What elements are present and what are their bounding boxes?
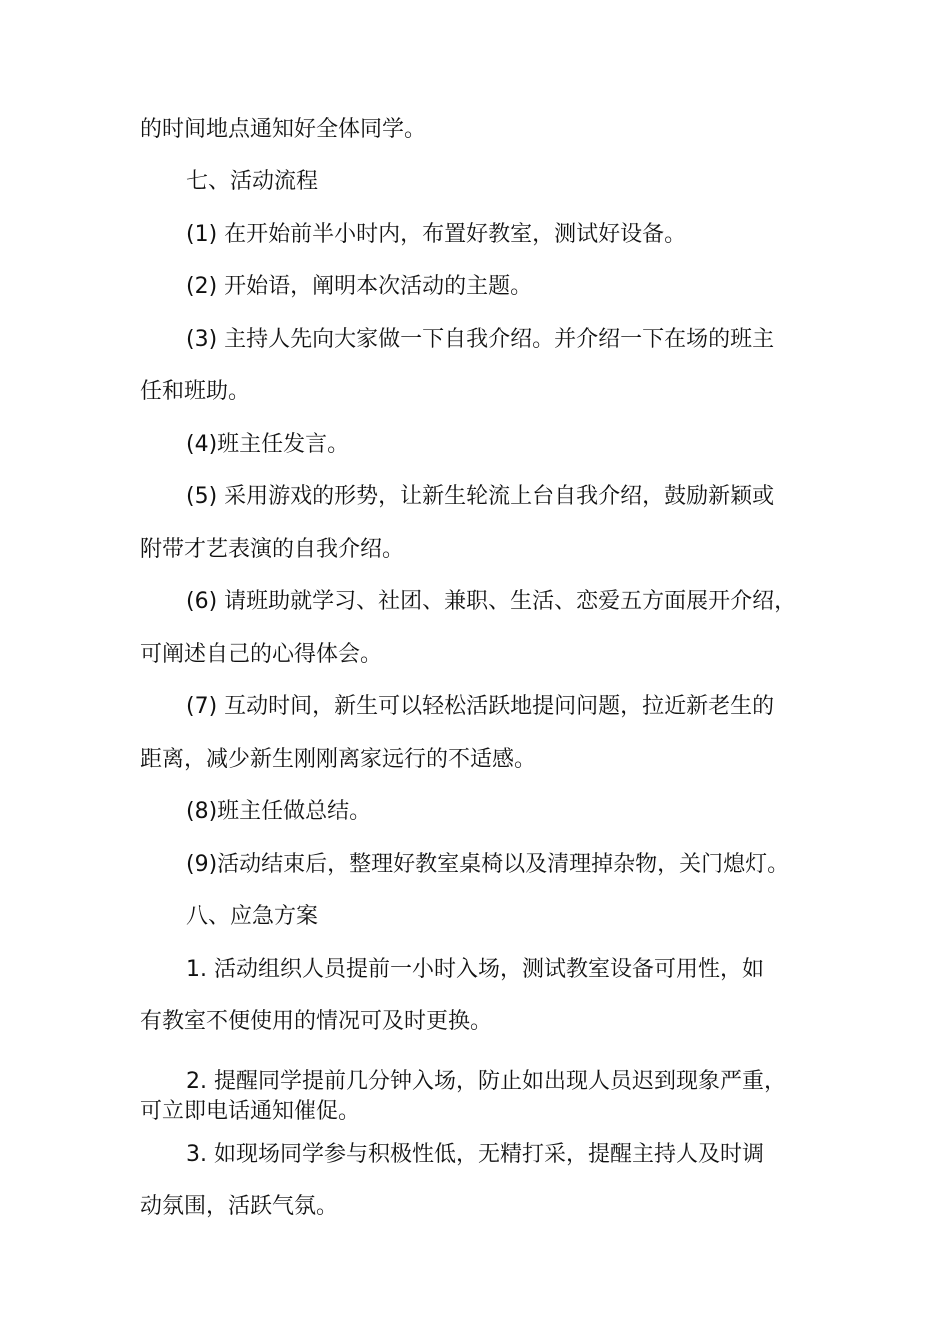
list-item: (2) 开始语，阐明本次活动的主题。	[186, 274, 533, 299]
list-item: 3. 如现场同学参与积极性低，无精打采，提醒主持人及时调	[186, 1142, 764, 1167]
text-line: 可阐述自己的心得体会。	[140, 642, 383, 667]
text-line: 可立即电话通知催促。	[140, 1099, 361, 1124]
text-line: 任和班助。	[140, 379, 251, 404]
text-line: 有教室不便使用的情况可及时更换。	[140, 1009, 493, 1034]
list-item: (9)活动结束后，整理好教室桌椅以及清理掉杂物，关门熄灯。	[186, 852, 790, 877]
list-item: (7) 互动时间，新生可以轻松活跃地提问问题，拉近新老生的	[186, 694, 775, 719]
list-item: (5) 采用游戏的形势，让新生轮流上台自我介绍，鼓励新颖或	[186, 484, 775, 509]
list-item: (3) 主持人先向大家做一下自我介绍。并介绍一下在场的班主	[186, 327, 775, 352]
list-item: (6) 请班助就学习、社团、兼职、生活、恋爱五方面展开介绍，	[186, 589, 797, 614]
list-item: 1. 活动组织人员提前一小时入场，测试教室设备可用性，如	[186, 957, 764, 982]
section-heading: 八、应急方案	[186, 904, 319, 929]
text-line: 的时间地点通知好全体同学。	[140, 117, 427, 142]
text-line: 附带才艺表演的自我介绍。	[140, 537, 405, 562]
list-item: (1) 在开始前半小时内，布置好教室，测试好设备。	[186, 222, 687, 247]
list-item: (8)班主任做总结。	[186, 799, 372, 824]
list-item: (4)班主任发言。	[186, 432, 350, 457]
list-item: 2. 提醒同学提前几分钟入场，防止如出现人员迟到现象严重，	[186, 1069, 786, 1094]
text-line: 距离，减少新生刚刚离家远行的不适感。	[140, 747, 537, 772]
text-line: 动氛围，活跃气氛。	[140, 1194, 339, 1219]
section-heading: 七、活动流程	[186, 169, 319, 194]
